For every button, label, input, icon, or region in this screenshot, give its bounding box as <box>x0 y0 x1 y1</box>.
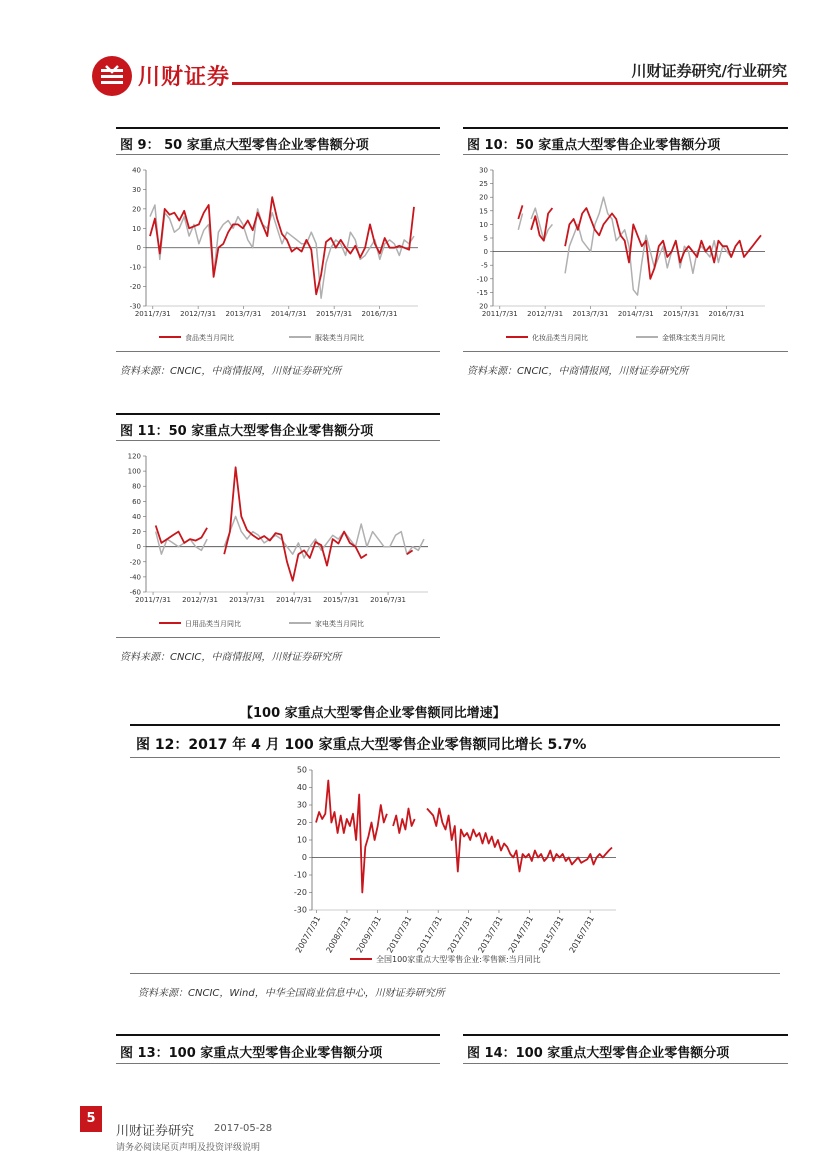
y-tick-label: -10 <box>476 275 488 284</box>
fig11-title: 图 11：50 家重点大型零售企业零售额分项 <box>120 424 374 439</box>
series-line <box>150 197 414 294</box>
y-tick-label: 40 <box>132 512 141 521</box>
y-tick-label: 10 <box>132 224 141 233</box>
y-tick-label: -10 <box>293 870 307 880</box>
fig13-title-rule <box>116 1063 440 1064</box>
y-tick-label: 60 <box>132 497 141 506</box>
y-tick-label: 5 <box>483 234 488 243</box>
x-tick-label: 2016/7/31 <box>361 310 398 318</box>
fig12-source: 资料来源：CNCIC，Wind，中华全国商业信息中心，川财证券研究所 <box>138 988 445 999</box>
footer-date: 2017-05-28 <box>214 1123 273 1134</box>
x-tick-label: 2014/7/31 <box>276 596 313 604</box>
fig9-title: 图 9： 50 家重点大型零售企业零售额分项 <box>120 138 369 153</box>
y-tick-label: -20 <box>129 283 141 292</box>
y-tick-label: -5 <box>481 261 488 270</box>
x-tick-label: 2013/7/31 <box>229 596 266 604</box>
fig12-title-rule <box>130 757 780 758</box>
series-line <box>518 205 761 278</box>
y-tick-label: 30 <box>479 166 488 175</box>
x-tick-label: 2015/7/31 <box>537 914 566 955</box>
fig9-title-rule <box>116 154 440 155</box>
fig11-source: 资料来源：CNCIC，中商情报网，川财证券研究所 <box>120 652 342 663</box>
y-tick-label: 80 <box>132 482 141 491</box>
x-tick-label: 2011/7/31 <box>415 914 444 955</box>
fig11-bottom-rule <box>116 637 440 638</box>
y-tick-label: -20 <box>293 888 307 897</box>
y-tick-label: 40 <box>296 783 307 792</box>
y-tick-label: 20 <box>132 205 141 214</box>
fig10-source: 资料来源：CNCIC，中商情报网，川财证券研究所 <box>467 366 689 377</box>
x-tick-label: 2015/7/31 <box>663 310 700 318</box>
y-tick-label: 20 <box>132 528 141 537</box>
fig10-bottom-rule <box>463 351 788 352</box>
page-number: 5 <box>80 1106 102 1132</box>
y-tick-label: 30 <box>296 800 307 810</box>
legend-label: 化妆品类当月同比 <box>532 334 588 342</box>
series-line <box>150 205 414 298</box>
y-tick-label: 40 <box>132 166 141 175</box>
x-tick-label: 2011/7/31 <box>135 596 172 604</box>
chart-fig9 <box>118 160 440 350</box>
y-tick-label: 0 <box>483 248 488 257</box>
fig10-title-rule <box>463 154 788 155</box>
brand-name: 川财证券 <box>138 64 231 90</box>
fig10-title: 图 10：50 家重点大型零售企业零售额分项 <box>467 138 721 153</box>
y-tick-label: -20 <box>129 558 141 567</box>
fig12-bottom-rule <box>130 973 780 974</box>
x-tick-label: 2012/7/31 <box>180 310 217 318</box>
x-tick-label: 2013/7/31 <box>225 310 262 318</box>
y-tick-label: 15 <box>479 207 488 216</box>
fig14-title-rule <box>463 1063 788 1064</box>
x-tick-label: 2007/7/31 <box>293 914 323 955</box>
y-tick-label: 0 <box>136 543 141 552</box>
legend-label: 日用品类当月同比 <box>185 620 241 628</box>
y-tick-label: 25 <box>479 180 488 189</box>
fig11-top-rule <box>116 413 440 415</box>
header-rule <box>232 82 788 85</box>
x-tick-label: 2014/7/31 <box>506 914 536 955</box>
x-tick-label: 2013/7/31 <box>572 310 609 318</box>
header-title: 川财证券研究/行业研究 <box>631 62 787 80</box>
x-tick-label: 2008/7/31 <box>324 914 353 955</box>
y-tick-label: 0 <box>301 853 307 862</box>
fig10-top-rule <box>463 127 788 129</box>
fig13-top-rule <box>116 1034 440 1036</box>
fig13-title: 图 13：100 家重点大型零售企业零售额分项 <box>120 1046 383 1061</box>
y-tick-label: -30 <box>293 905 307 915</box>
fig14-top-rule <box>463 1034 788 1036</box>
legend-label: 金银珠宝类当月同比 <box>662 334 725 342</box>
fig9-source: 资料来源：CNCIC，中商情报网，川财证券研究所 <box>120 366 342 377</box>
x-tick-label: 2015/7/31 <box>316 310 353 318</box>
y-tick-label: 20 <box>296 818 307 827</box>
x-tick-label: 2012/7/31 <box>182 596 219 604</box>
footer-note: 请务必阅读尾页声明及投资评级说明 <box>116 1143 261 1153</box>
x-tick-label: 2014/7/31 <box>270 310 307 318</box>
legend-label: 全国100家重点大型零售企业:零售额:当月同比 <box>376 955 541 964</box>
series-line <box>316 781 612 893</box>
y-tick-label: -30 <box>129 302 141 311</box>
y-tick-label: 50 <box>296 765 307 775</box>
chart-fig11 <box>118 446 440 636</box>
footer-brand: 川财证券研究 <box>116 1124 195 1139</box>
x-tick-label: 2012/7/31 <box>527 310 564 318</box>
y-tick-label: 20 <box>479 302 488 311</box>
y-tick-label: 20 <box>479 193 488 202</box>
x-tick-label: 2015/7/31 <box>323 596 360 604</box>
logo-mark <box>92 56 132 96</box>
y-tick-label: -15 <box>476 288 488 297</box>
fig14-title: 图 14：100 家重点大型零售企业零售额分项 <box>467 1046 730 1061</box>
x-tick-label: 2009/7/31 <box>354 914 384 955</box>
chart-fig12 <box>270 762 630 972</box>
x-tick-label: 2010/7/31 <box>385 914 414 955</box>
y-tick-label: 30 <box>132 185 141 194</box>
x-tick-label: 2016/7/31 <box>708 310 745 318</box>
y-tick-label: 10 <box>296 835 307 845</box>
fig9-top-rule <box>116 127 440 129</box>
y-tick-label: 120 <box>127 452 141 461</box>
y-tick-label: -60 <box>129 588 141 597</box>
logo-icon <box>92 56 132 96</box>
chart-fig10 <box>465 160 787 350</box>
fig11-title-rule <box>116 440 440 441</box>
fig9-bottom-rule <box>116 351 440 352</box>
y-tick-label: 10 <box>479 220 488 229</box>
series-line <box>156 467 413 580</box>
fig12-title: 图 12：2017 年 4 月 100 家重点大型零售企业零售额同比增长 5.7% <box>136 737 587 753</box>
x-tick-label: 2014/7/31 <box>617 310 654 318</box>
fig12-top-rule <box>130 724 780 726</box>
x-tick-label: 2016/7/31 <box>370 596 407 604</box>
y-tick-label: -40 <box>129 573 141 582</box>
x-tick-label: 2011/7/31 <box>134 310 171 318</box>
y-tick-label: 0 <box>136 244 141 253</box>
legend-label: 家电类当月同比 <box>315 620 364 628</box>
legend-label: 服装类当月同比 <box>315 334 364 342</box>
x-tick-label: 2012/7/31 <box>445 914 475 955</box>
y-tick-label: 100 <box>127 467 141 476</box>
x-tick-label: 2011/7/31 <box>481 310 518 318</box>
y-tick-label: -10 <box>129 263 141 272</box>
x-tick-label: 2016/7/31 <box>567 914 596 955</box>
section-title: 【100 家重点大型零售企业零售额同比增速】 <box>240 706 506 721</box>
legend-label: 食品类当月同比 <box>185 334 234 342</box>
series-line <box>156 516 424 558</box>
x-tick-label: 2013/7/31 <box>476 914 505 955</box>
